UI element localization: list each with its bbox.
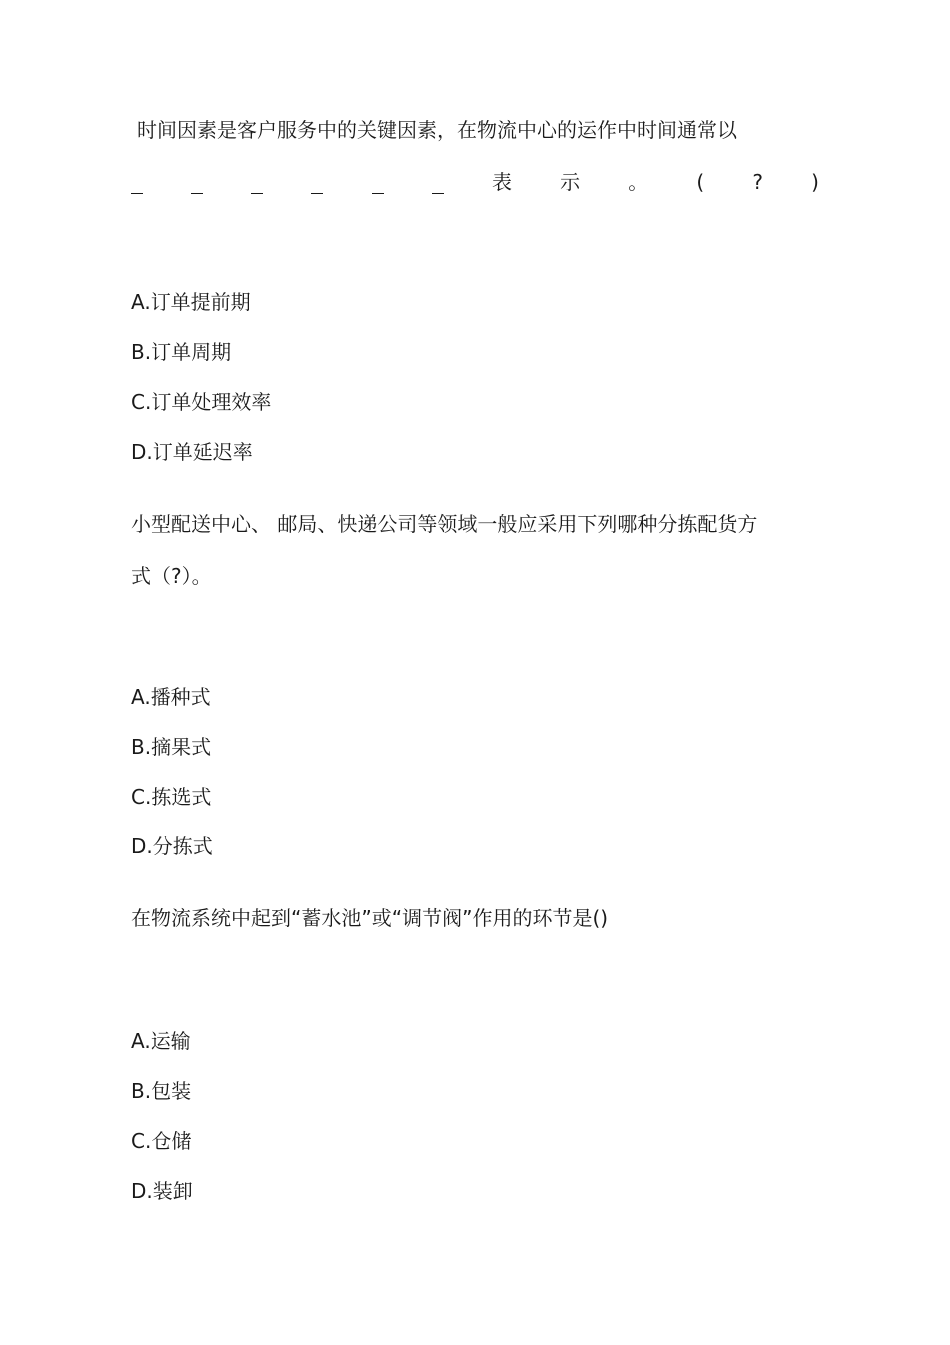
answer-blank (251, 175, 263, 194)
question-2-option-b: B.摘果式 (131, 735, 212, 759)
answer-blank (311, 175, 323, 194)
question-1-stem-line-2 (131, 168, 819, 196)
question-1-option-d: D.订单延迟率 (131, 440, 253, 464)
question-1-option-b: B.订单周期 (131, 340, 232, 364)
question-2-option-c: C.拣选式 (131, 785, 212, 809)
stem-token: 表 (491, 170, 512, 194)
question-2-stem-line-2: 式（?）。 (131, 564, 212, 588)
question-3-option-b: B.包装 (131, 1079, 192, 1103)
question-2-option-a: A.播种式 (131, 685, 211, 709)
stem-token: ( (696, 170, 705, 194)
answer-blank (372, 175, 384, 194)
question-3-option-c: C.仓储 (131, 1129, 192, 1153)
stem-token: 示 (560, 170, 581, 194)
question-3-option-d: D.装卸 (131, 1179, 193, 1203)
answer-blank (131, 175, 143, 194)
question-2-option-d: D.分拣式 (131, 834, 213, 858)
stem-token: 。 (628, 170, 649, 194)
question-1-option-c: C.订单处理效率 (131, 390, 272, 414)
stem-token: ) (811, 170, 819, 194)
answer-blank (432, 175, 444, 194)
question-2-stem-line-1: 小型配送中心、 邮局、快递公司等领域一般应采用下列哪种分拣配货方 (131, 512, 758, 536)
question-3-option-a: A.运输 (131, 1029, 191, 1053)
question-3-stem-line-1: 在物流系统中起到“蓄水池”或“调节阀”作用的环节是() (131, 906, 609, 930)
question-1-option-a: A.订单提前期 (131, 290, 251, 314)
question-1-stem-line-1: 时间因素是客户服务中的关键因素，在物流中心的运作中时间通常以 (137, 118, 737, 142)
stem-token: ? (752, 170, 763, 194)
answer-blank (191, 175, 203, 194)
